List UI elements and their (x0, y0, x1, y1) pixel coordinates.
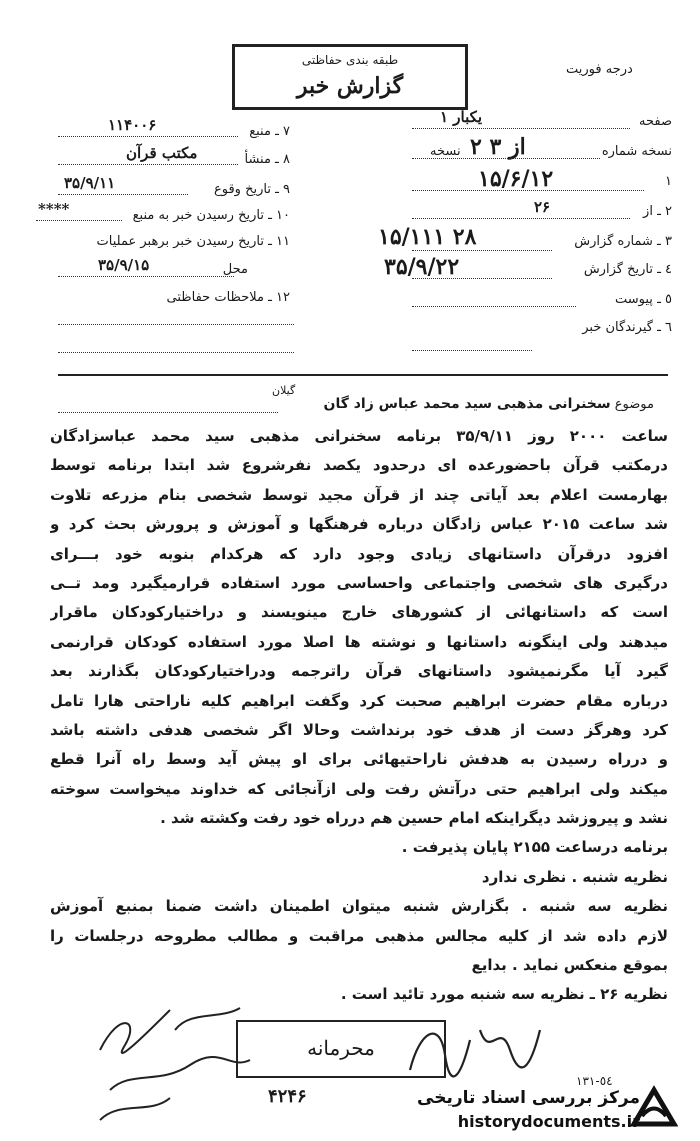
body-line: و درراه رسیدن به هدفش ناراحتیهائی برای او پیش آید وسط راه آنرا قطع (50, 750, 668, 769)
origin-line (58, 164, 238, 165)
origin-value: مکتب قرآن (126, 144, 198, 162)
watermark-url: historydocuments.ir (457, 1112, 640, 1131)
subject-value: سخنرانی مذهبی سید محمد عباس زاد گان (323, 396, 611, 412)
occurrence-date-value: ۳۵/۹/۱۱ (64, 174, 116, 192)
watermark-title: مرکز بررسی اسناد تاریخی (417, 1088, 640, 1108)
field-1-label: ۱ (665, 174, 672, 189)
body-line: ساعت ۲۰۰۰ روز ۳۵/۹/۱۱ برنامه سخنرانی مذهبی سید محمد عباسزادگان (50, 427, 668, 445)
security-notes-line-1 (58, 324, 294, 325)
field-1-line (412, 190, 644, 191)
archive-code: ٥٤-١٣١ (576, 1074, 613, 1088)
field-2-value: ۲۶ (534, 198, 551, 216)
subject-label: موضوع (614, 397, 654, 412)
document-number: ۴۲۴۶ (268, 1086, 307, 1107)
source-value: ۱۱۴۰۰۶ (108, 116, 157, 134)
body-line: برنامه درساعت ۲۱۵۵ پایان پذیرفت . (401, 838, 668, 857)
source-label: ۷ ـ منبع (249, 124, 290, 139)
archive-logo-icon (628, 1084, 678, 1130)
body-line: نظریه ۲۶ ـ نظریه سه شنبه مورد تائید است . (340, 985, 668, 1004)
security-notes-line-2 (58, 352, 294, 353)
recipients-line (412, 350, 532, 351)
place-label: محل (222, 262, 248, 277)
subject-note: گیلان (272, 384, 296, 397)
copy-word: نسخه (430, 144, 461, 159)
handwritten-initials (400, 1010, 550, 1090)
report-date-label: ٤ ـ تاريخ گزارش (583, 262, 672, 277)
copy-number-line (412, 158, 600, 159)
body-line: درگیری های شخصی واجتماعی واحساسی مورد استفاده قرارمیگیرد ومد تــی (50, 573, 668, 592)
ops-receipt-label: ۱۱ ـ تاریخ رسیدن خبر برهبر عملیات (96, 234, 290, 249)
body-line: شد ساعت ۲۰۱۵ عباس زادگان درباره فرهنگها و آموزش و پرورش بحث کرد و (50, 515, 668, 534)
classification-value: گزارش خبر (296, 73, 404, 99)
body-line: کرد وهرگز دست از هدف خود برنداشت وحالا اگر شخصی هدفی داشته باشد (50, 720, 668, 739)
page-field-label: صفحه (639, 114, 672, 129)
report-number-value: ۱۵/۱۱۱ ۲۸ (378, 224, 477, 250)
ops-receipt-line (58, 276, 234, 277)
confidential-stamp-text: محرمانه (307, 1036, 375, 1060)
classification-title: طبقه بندی حفاظتی (301, 53, 399, 67)
body-line: بموقع منعکس نماید . بدایع (471, 956, 668, 975)
subject-line-dots (58, 412, 278, 413)
body-line: نظریه شنبه . نظری ندارد (481, 867, 668, 886)
report-number-label: ۳ ـ شماره گزارش (574, 234, 672, 249)
attachment-label: ٥ ـ پیوست (615, 292, 672, 307)
occurrence-date-label: ۹ ـ تاریخ وقوع (213, 182, 290, 197)
copy-number-value: ۲ از ۳ (470, 134, 526, 160)
occurrence-date-line (58, 194, 188, 195)
source-receipt-label: ۱۰ ـ تاریخ رسیدن خبر به منبع (132, 208, 290, 223)
body-line: نظریه سه شنبه . بگزارش شنبه میتوان اطمینان داشت ضمنا بمنبع آموزش (50, 897, 668, 916)
body-line: نشد و پیروزشد دیگراینکه امام حسین هم درراه خود رفت وکشته شد . (160, 809, 668, 828)
body-line: گیرد آیا مگرنمیشود داستانهای قرآن راترجمه ودراختیارکودکان بگذارند بعد (50, 662, 668, 681)
copy-number-label: نسخه شماره (601, 144, 672, 159)
body-line: بهارمست اعلام بعد آیاتی چند از قرآن مجید توسط شخصی بنام مزرعه تلاوت (50, 485, 668, 504)
ops-receipt-value: ۳۵/۹/۱۵ (98, 256, 150, 274)
field-2-line (412, 218, 630, 219)
field-1-value: ۱۵/۶/۱۲ (478, 166, 554, 192)
report-date-line (412, 278, 552, 279)
field-2-label: ۲ ـ از (643, 204, 672, 219)
header-divider (58, 374, 668, 376)
source-receipt-line (36, 220, 122, 221)
report-body (50, 422, 668, 1010)
classification-stamp (232, 44, 468, 110)
origin-label: ۸ ـ منشأ (244, 152, 290, 167)
page-field-line (412, 128, 630, 129)
subject-line (324, 396, 654, 412)
source-receipt-value: **** (38, 200, 70, 218)
body-line: میکند ولی ابراهیم حتی درآتش رفت ولی ازآنجائی که خداوند میخواست سوخته (50, 779, 668, 798)
body-line: میدهند ولی اینگونه داستانها و نوشته ها اصلا مورد استفاده کودکان قرارنمی (50, 632, 668, 651)
report-date-value: ۳۵/۹/۲۲ (384, 254, 460, 280)
attachment-line (412, 306, 576, 307)
body-line: لازم داده شد از کلیه مجالس مذهبی مراقبت و مطالب مطروحه درجلسات را (50, 926, 668, 945)
body-line: درباره مقام حضرت ابراهیم صحبت کرد وگفت ابراهیم کلیه ناراحتی هارا تامل (50, 691, 668, 710)
page-field-value: یکبار ۱ (440, 108, 483, 126)
handwritten-signature (80, 990, 260, 1140)
recipients-label: ٦ ـ گیرندگان خبر (582, 320, 672, 335)
priority-label: درجه فوریت (566, 62, 633, 77)
security-notes-label: ۱۲ ـ ملاحظات حفاظتی (166, 290, 290, 305)
body-line: افزود درقرآن داستانهای زیادی وجود دارد که هرکدام بنوبه خود بـــرای (50, 544, 668, 563)
body-line: است که داستانهائی از کشورهای خارج مینویسند و دراختیارکودکان ماقرار (50, 603, 668, 622)
report-number-line (412, 250, 552, 251)
body-line: درمکتب قرآن باحضورعده ای درحدود یکصد نفرشروع شد ابتدا برنامه توسط (50, 456, 668, 475)
source-line (58, 136, 238, 137)
